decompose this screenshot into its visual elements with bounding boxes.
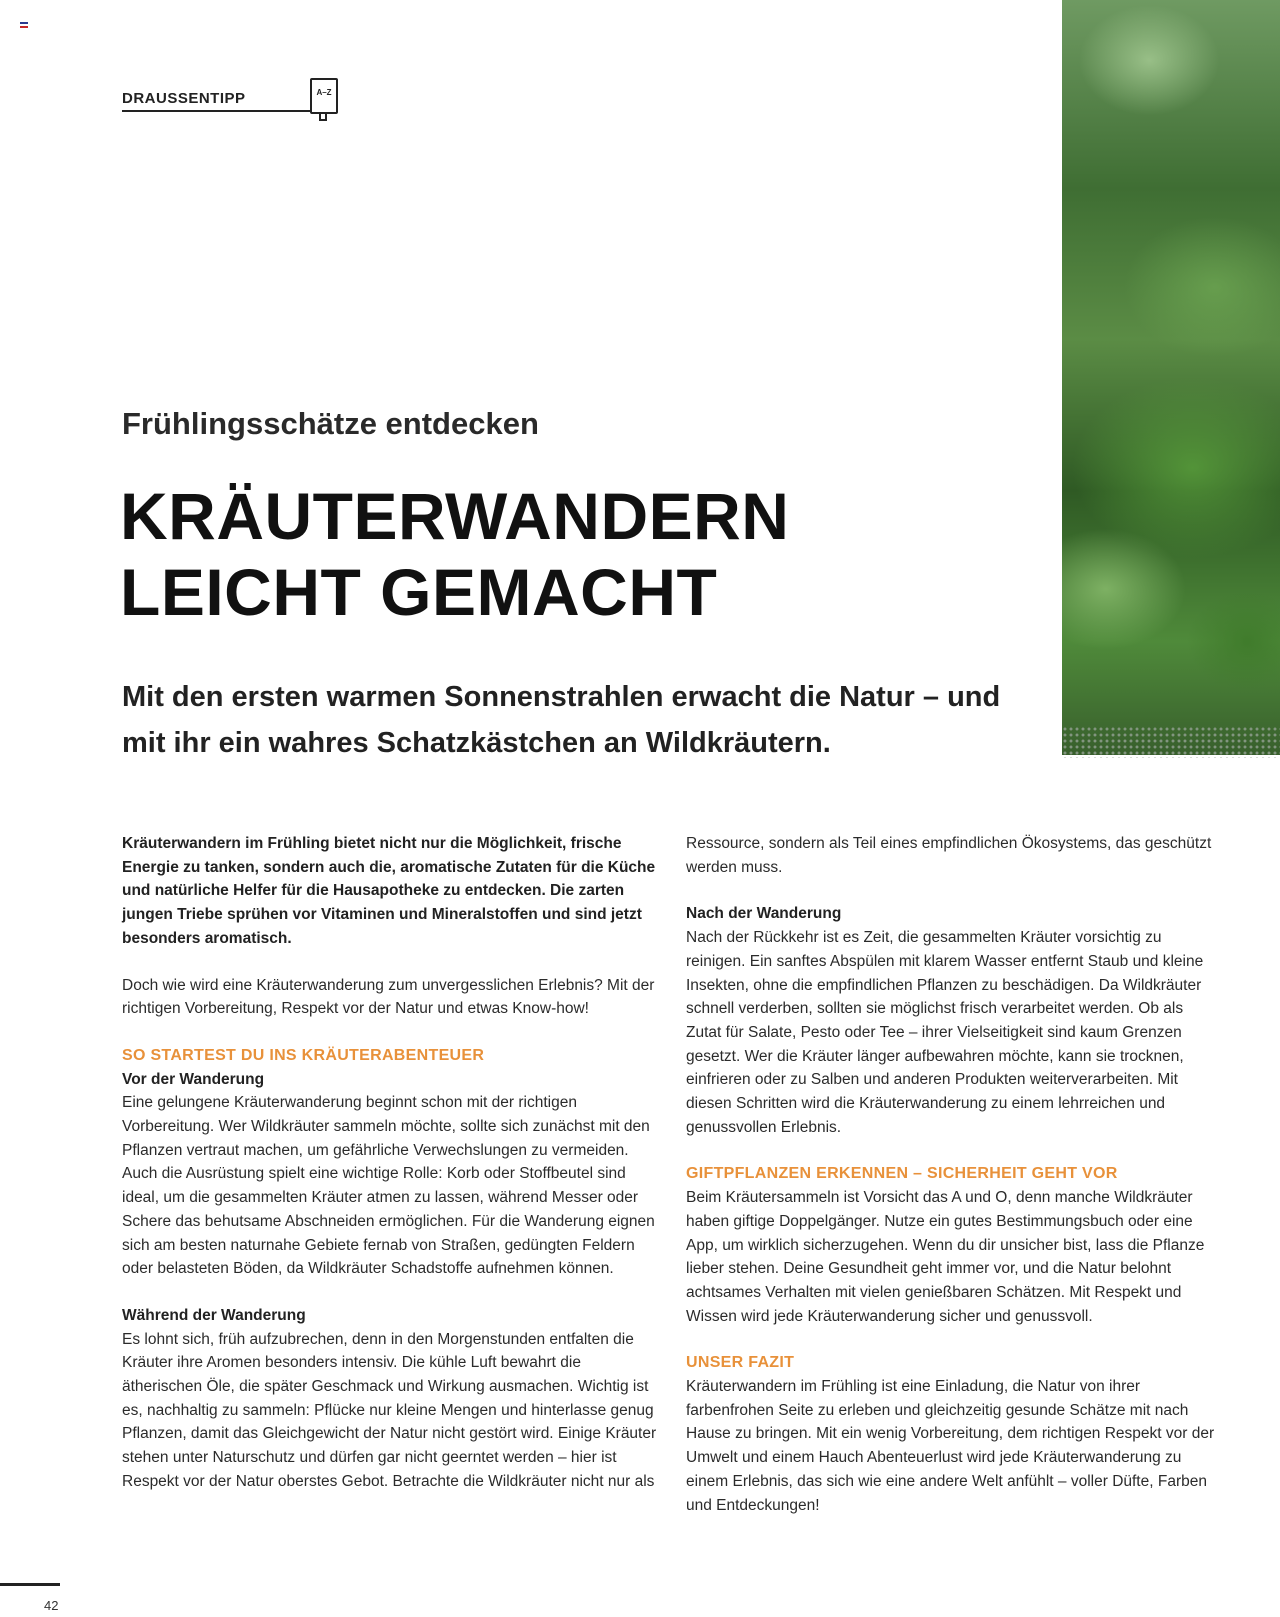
section-heading: UNSER FAZIT <box>686 1354 795 1372</box>
section-kicker <box>122 76 342 126</box>
paragraph: Ressource, sondern als Teil eines empfindlichen Ökosystems, das geschützt werden muss. <box>686 835 1212 876</box>
flag-icon <box>20 22 28 28</box>
text-column-right <box>686 832 1222 1517</box>
article-lead: Mit den ersten warmen Sonnenstrahlen erwacht die Natur – und mit ihr ein wahres Schatzkästchen an Wildkräutern. <box>122 681 1001 759</box>
paragraph: Doch wie wird eine Kräuterwanderung zum unvergesslichen Erlebnis? Mit der richtigen Vorbereitung, Respekt vor der Natur und etwas Know-how! <box>122 976 655 1018</box>
section-heading: SO STARTEST DU INS KRÄUTERABENTEUER <box>122 1046 485 1064</box>
paragraph: Es lohnt sich, früh aufzubrechen, denn in den Morgenstunden entfalten die Kräuter ihre Aromen besonders intensiv. Die kühle Luft bewahrt die ätherischen Öle, die später Geschmack und Wirkung ausmachen. Wichtig ist es, nachhaltig zu sammeln: Pflücke nur kleine Mengen und hinterlasse genug Pflanzen, damit das Gleichgewicht der Natur nicht gestört wird. Einige Kräuter stehen unter Naturschutz und dürfen gar nicht geerntet werden – hier ist Respekt vor der Natur oberstes Gebot. Betrachte die Wildkräuter nicht nur als <box>122 1330 657 1490</box>
text-column-left <box>122 832 658 1494</box>
subheading: Vor der Wanderung <box>122 1070 265 1088</box>
paragraph: Eine gelungene Kräuterwanderung beginnt schon mit der richtigen Vorbereitung. Wer Wildkräuter sammeln möchte, sollte sich zunächst mit den Pflanzen vertraut machen, um gefährliche Verwechslungen zu vermeiden. Auch die Ausrüstung spielt eine wichtige Rolle: Korb oder Stoffbeutel sind ideal, um die gesammelten Kräuter atmen zu lassen, während Messer oder Schere das behutsame Abschneiden ermöglichen. Für die Wanderung eignen sich am besten naturnahe Gebiete fernab von Straßen, gedüngten Feldern oder belasteten Böden, da Wildkräuter Schadstoffe aufnehmen können. <box>122 1094 655 1278</box>
kicker-label: DRAUSSENTIPP <box>122 90 246 107</box>
intro-paragraph: Kräuterwandern im Frühling bietet nicht nur die Möglichkeit, frische Energie zu tanken, sondern auch die, aromatische Zutaten für die Küche und natürliche Helfer für die Hausapotheke zu entdecken. Die zarten jungen Triebe sprühen vor Vitaminen und Mineralstoffen und sind jetzt besonders aromatisch. <box>122 835 656 947</box>
kicker-underline <box>122 110 312 112</box>
herb-leaves-photo <box>1062 0 1280 755</box>
paragraph: Beim Kräutersammeln ist Vorsicht das A und O, denn manche Wildkräuter haben giftige Doppelgänger. Nutze ein gutes Bestimmungsbuch oder eine App, um wirklich sicherzugehen. Wenn du dir unsicher bist, lass die Pflanze lieber stehen. Deine Gesundheit geht immer vor, und die Natur belohnt achtsames Verhalten mit vielen genießbaren Schätzen. Mit Respekt und Wissen wird jede Kräuterwanderung sicher und genussvoll. <box>686 1189 1205 1325</box>
subheading: Nach der Wanderung <box>686 905 842 923</box>
title-line-1: KRÄUTERWANDERN <box>120 479 790 553</box>
book-a-z-icon: A–Z <box>310 78 338 114</box>
section-heading: GIFTPFLANZEN ERKENNEN – SICHERHEIT GEHT VOR <box>686 1165 1118 1183</box>
page-footer-rule <box>0 1583 60 1586</box>
article-subtitle: Frühlingsschätze entdecken <box>122 406 539 441</box>
photo-halftone-edge <box>1062 726 1280 758</box>
page-number: 42 <box>44 1598 59 1613</box>
subheading: Während der Wanderung <box>122 1306 306 1324</box>
title-line-2: LEICHT GEMACHT <box>120 555 718 629</box>
paragraph: Nach der Rückkehr ist es Zeit, die gesammelten Kräuter vorsichtig zu reinigen. Ein sanftes Abspülen mit klarem Wasser entfernt Staub und kleine Insekten, ohne die empfindlichen Pflanzen zu beschädigen. Da Wildkräuter schnell verderben, sollten sie möglichst frisch verarbeitet werden. Ob als Zutat für Salate, Pesto oder Tee – ihrer Vielseitigkeit sind kaum Grenzen gesetzt. Wer die Kräuter länger aufbewahren möchte, kann sie trocknen, einfrieren oder zu Salben und anderen Produkten weiterverarbeiten. Mit diesen Schritten wird die Kräuterwanderung zu einem lehrreichen und genussvollen Erlebnis. <box>686 929 1204 1136</box>
article-title <box>120 478 789 630</box>
paragraph: Kräuterwandern im Frühling ist eine Einladung, die Natur von ihrer farbenfrohen Seite zu erleben und gleichzeitig gesunde Schätze mit nach Hause zu bringen. Mit ein wenig Vorbereitung, dem richtigen Respekt vor der Umwelt und einem Hauch Abenteuerlust wird jede Kräuterwanderung zu einem Erlebnis, das sich wie eine andere Welt anfühlt – voller Düfte, Farben und Entdeckungen! <box>686 1378 1215 1514</box>
